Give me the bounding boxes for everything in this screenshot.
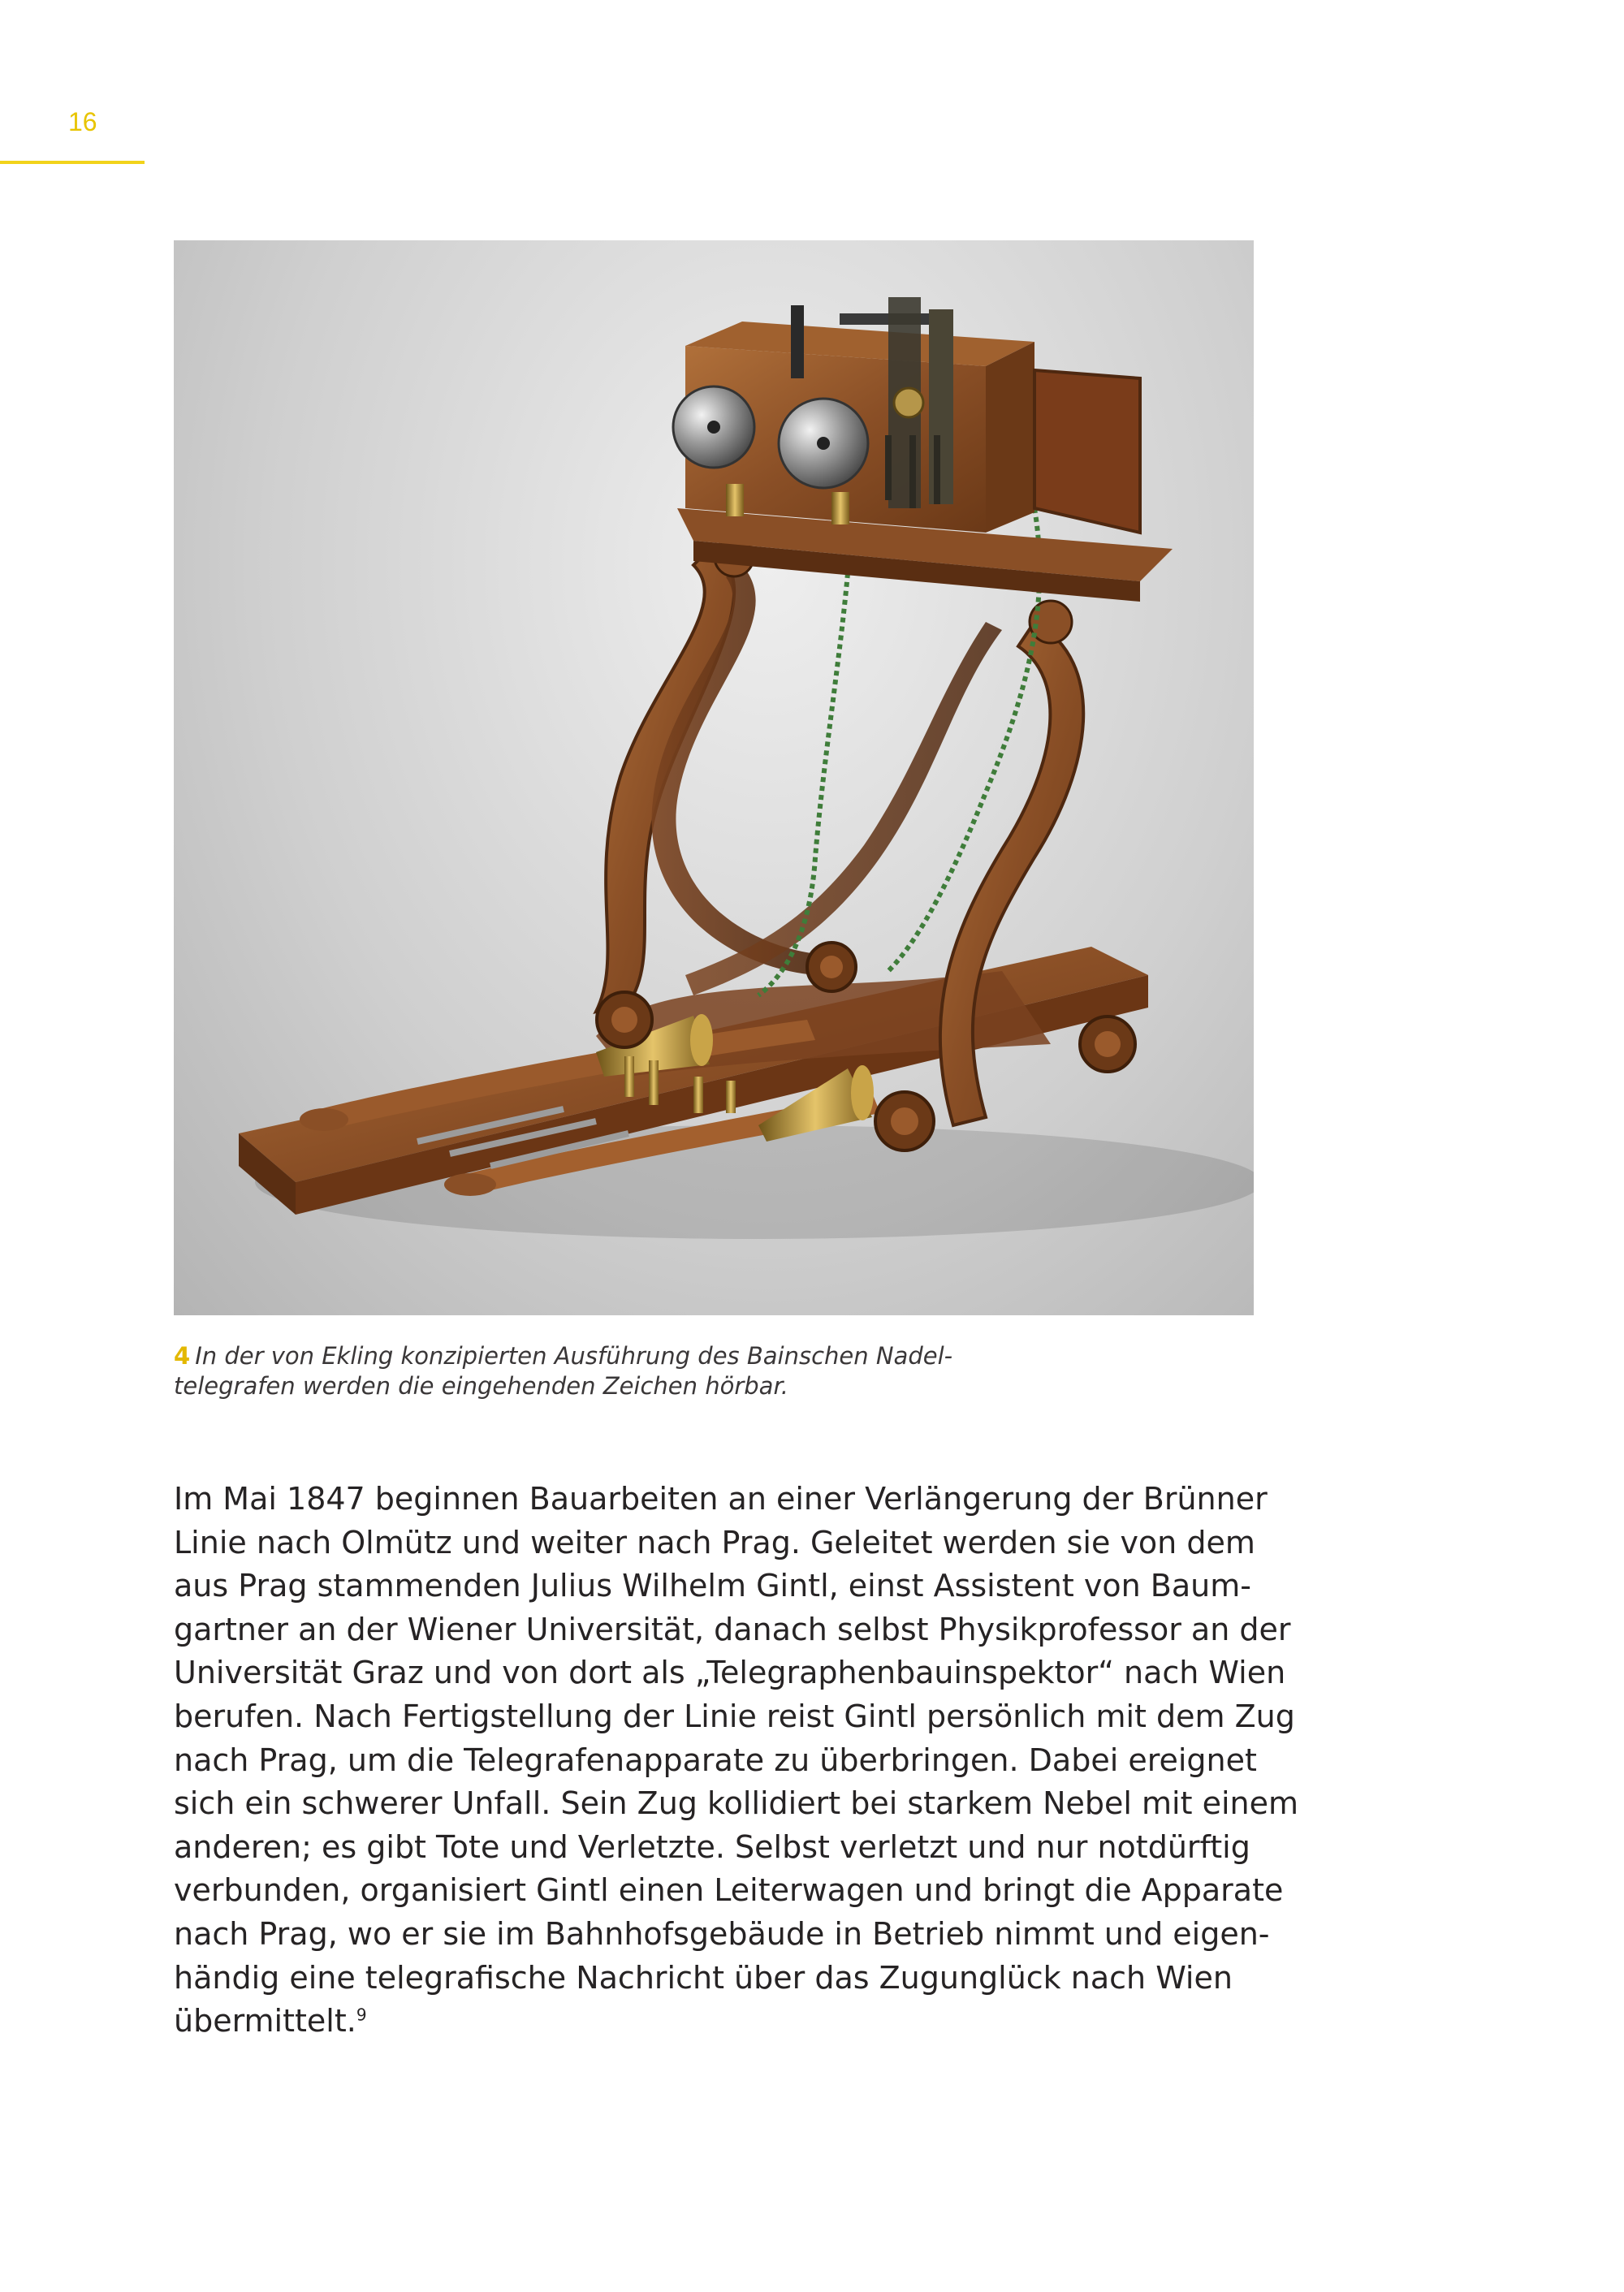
body-line: Universität Graz und von dort als „Telegraphenbauinspektor“ nach Wien [174, 1655, 1286, 1691]
body-paragraph [174, 1478, 1298, 2044]
body-line: händig eine telegrafische Nachricht über das Zugunglück nach Wien [174, 1959, 1233, 1996]
footnote-reference[interactable]: 9 [356, 2005, 367, 2025]
caption-line-1: In der von Ekling konzipierten Ausführung des Bainschen Nadel- [195, 1342, 953, 1370]
body-line: nach Prag, um die Telegrafenapparate zu überbringen. Dabei ereignet [174, 1742, 1257, 1778]
body-line: verbunden, organisiert Gintl einen Leiterwagen und bringt die Apparate [174, 1872, 1284, 1909]
body-line: nach Prag, wo er sie im Bahnhofsgebäude in Betrieb nimmt und eigen- [174, 1915, 1270, 1952]
body-line: sich ein schwerer Unfall. Sein Zug kollidiert bei starkem Nebel mit einem [174, 1785, 1298, 1822]
figure-number: 4 [174, 1342, 191, 1370]
page-header-rule [0, 161, 145, 164]
page-number: 16 [68, 107, 97, 136]
body-line: Linie nach Olmütz und weiter nach Prag. Geleitet werden sie von dem [174, 1524, 1255, 1560]
body-line-text: übermittelt. [174, 2003, 356, 2039]
body-line: gartner an der Wiener Universität, danach selbst Physikprofessor an der [174, 1611, 1291, 1647]
body-line: aus Prag stammenden Julius Wilhelm Gintl, einst Assistent von Baum- [174, 1568, 1251, 1604]
caption-line-2: telegrafen werden die eingehenden Zeichen hörbar. [174, 1372, 788, 1400]
body-line: anderen; es gibt Tote und Verletzte. Selbst verletzt und nur notdürftig [174, 1828, 1250, 1865]
figure-caption [174, 1341, 1083, 1401]
body-line: Im Mai 1847 beginnen Bauarbeiten an einer Verlängerung der Brünner [174, 1481, 1268, 1517]
figure-photo-telegraph-apparatus [174, 240, 1254, 1315]
telegraph-apparatus-illustration [174, 240, 1254, 1315]
body-line: berufen. Nach Fertigstellung der Linie reist Gintl persönlich mit dem Zug [174, 1698, 1295, 1734]
body-line-last [174, 2000, 1254, 2044]
